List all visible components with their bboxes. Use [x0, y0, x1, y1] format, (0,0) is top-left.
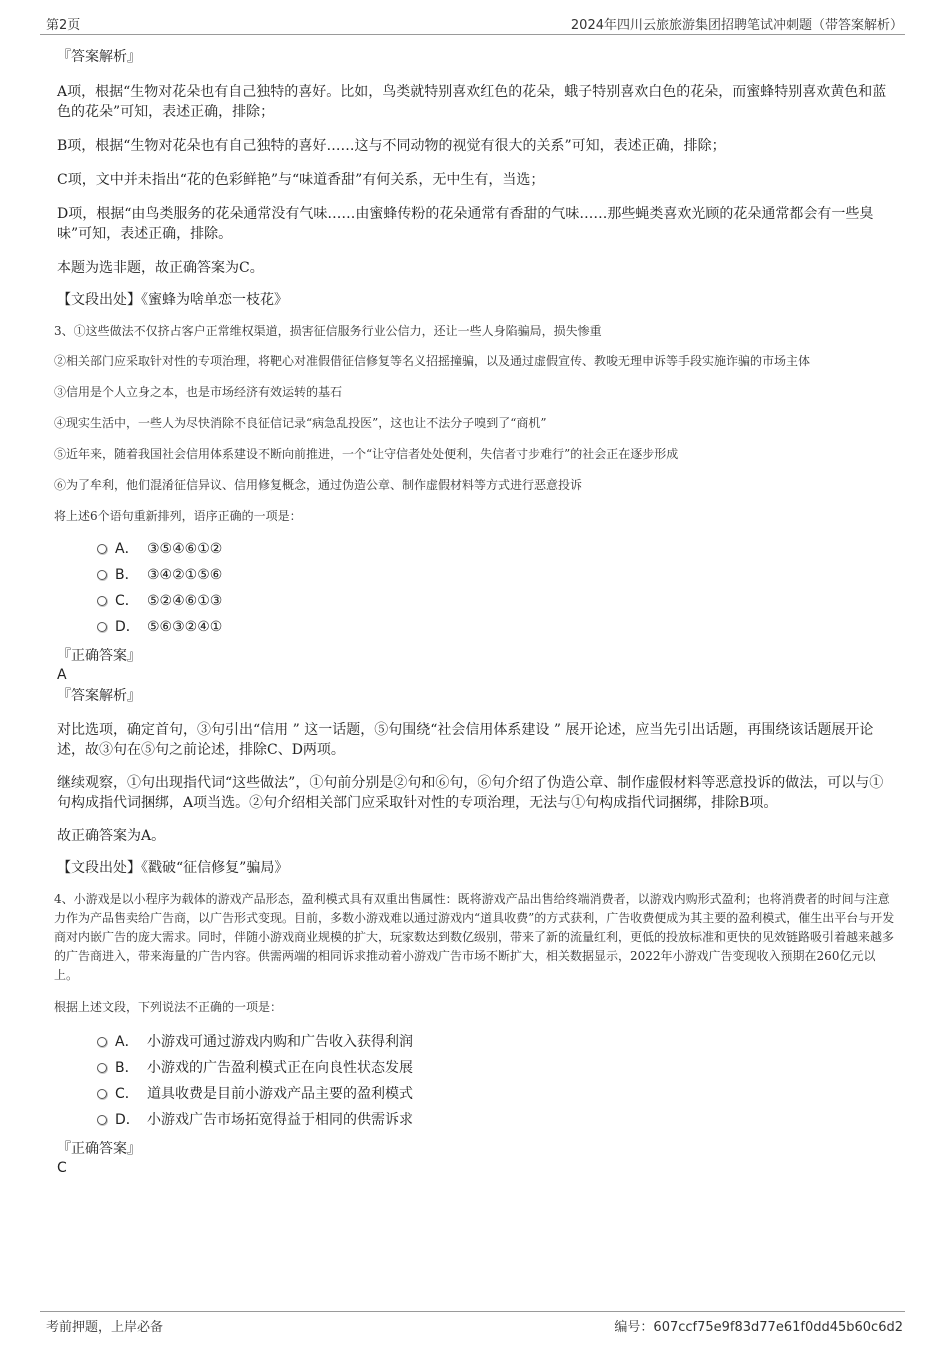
- page-header: [40, 14, 905, 35]
- q3-analysis-label: 『答案解析』: [57, 688, 141, 704]
- q4-option-c[interactable]: C． 道具收费是目前小游戏产品主要的盈利模式: [57, 1081, 895, 1107]
- q3-option-d[interactable]: D． ⑤⑥③②④①: [57, 614, 895, 640]
- document-code: 编号：607ccf75e9f83d77e61f0dd45b60c6d2: [614, 1320, 903, 1335]
- page-footer: [40, 1311, 905, 1336]
- q3-sentence-5: ⑤近年来，随着我国社会信用体系建设不断向前推进，一个“让守信者处处便利，失信者寸步难行”的社会正在逐步形成: [54, 447, 679, 461]
- q4-answer: C: [57, 1160, 67, 1176]
- q4-option-b[interactable]: B． 小游戏的广告盈利模式正在向良性状态发展: [57, 1055, 895, 1081]
- radio-icon[interactable]: [97, 1063, 107, 1073]
- q2-analysis-label: 『答案解析』: [57, 49, 141, 65]
- q4-option-d[interactable]: D． 小游戏广告市场拓宽得益于相同的供需诉求: [57, 1107, 895, 1133]
- q2-analysis-a: A项，根据“生物对花朵也有自己独特的喜好。比如，鸟类就特别喜欢红色的花朵，蛾子特别喜欢白色的花朵，而蜜蜂特别喜欢黄色和蓝色的花朵”可知，表述正确，排除；: [57, 84, 887, 120]
- radio-icon[interactable]: [97, 570, 107, 580]
- q3-answer-label: 『正确答案』: [57, 648, 141, 664]
- radio-icon[interactable]: [97, 544, 107, 554]
- q3-sentence-1: 3、①这些做法不仅挤占客户正常维权渠道，损害征信服务行业公信力，还让一些人身陷骗局，损失惨重: [54, 324, 602, 338]
- footer-slogan: 考前押题，上岸必备: [46, 1320, 164, 1335]
- q3-question: 将上述6个语句重新排列，语序正确的一项是：: [54, 509, 302, 523]
- q2-analysis-b: B项，根据“生物对花朵也有自己独特的喜好……这与不同动物的视觉有很大的关系”可知，表述正确，排除；: [57, 138, 726, 154]
- document-title: 2024年四川云旅旅游集团招聘笔试冲刺题（带答案解析）: [570, 18, 903, 33]
- q3-option-a[interactable]: A． ③⑤④⑥①②: [57, 536, 895, 562]
- page-content: [54, 45, 895, 1177]
- q4-options: [57, 1029, 895, 1133]
- q3-conclusion: 故正确答案为A。: [57, 828, 166, 844]
- radio-icon[interactable]: [97, 1089, 107, 1099]
- q4-answer-label: 『正确答案』: [57, 1141, 141, 1157]
- q2-analysis-d: D项，根据“由鸟类服务的花朵通常没有气味……由蜜蜂传粉的花朵通常有香甜的气味……那些蝇类喜欢光顾的花朵通常都会有一些臭味”可知，表述正确，排除。: [57, 206, 874, 242]
- q3-options: [57, 536, 895, 640]
- radio-icon[interactable]: [97, 1115, 107, 1125]
- q3-sentence-3: ③信用是个人立身之本，也是市场经济有效运转的基石: [54, 385, 343, 399]
- q3-answer: A: [57, 667, 67, 683]
- q3-analysis-2: 继续观察，①句出现指代词“这些做法”，①句前分别是②句和⑥句，⑥句介绍了伪造公章、制作虚假材料等恶意投诉的做法，可以与①句构成指代词捆绑，A项当选。②句介绍相关部门应采取针对性的专项治理，无法与①句构成指代词捆绑，排除B项。: [57, 775, 884, 811]
- q2-source: 【文段出处】《蜜蜂为啥单恋一枝花》: [57, 292, 288, 308]
- q2-conclusion: 本题为选非题，故正确答案为C。: [57, 260, 264, 276]
- q3-analysis-1: 对比选项，确定首句，③句引出“信用 ” 这一话题，⑤句围绕“社会信用体系建设 ” 展开论述，应当先引出话题，再围绕该话题展开论述，故③句在⑤句之前论述，排除C、D两项。: [57, 722, 874, 758]
- q3-option-b[interactable]: B． ③④②①⑤⑥: [57, 562, 895, 588]
- q2-analysis-c: C项，文中并未指出“花的色彩鲜艳”与“味道香甜”有何关系，无中生有，当选；: [57, 172, 545, 188]
- radio-icon[interactable]: [97, 1037, 107, 1047]
- q4-question: 根据上述文段，下列说法不正确的一项是：: [54, 1000, 283, 1014]
- page-number: 第2页: [46, 18, 81, 33]
- q3-option-c[interactable]: C． ⑤②④⑥①③: [57, 588, 895, 614]
- radio-icon[interactable]: [97, 596, 107, 606]
- radio-icon[interactable]: [97, 622, 107, 632]
- q3-sentence-2: ②相关部门应采取针对性的专项治理，将靶心对准假借征信修复等名义招摇撞骗，以及通过虚假宣传、教唆无理申诉等手段实施诈骗的市场主体: [54, 354, 811, 368]
- q3-source: 【文段出处】《戳破“征信修复”骗局》: [57, 860, 289, 876]
- q3-sentence-4: ④现实生活中，一些人为尽快消除不良征信记录“病急乱投医”，这也让不法分子嗅到了“商机”: [54, 416, 547, 430]
- q4-option-a[interactable]: A． 小游戏可通过游戏内购和广告收入获得利润: [57, 1029, 895, 1055]
- q3-sentence-6: ⑥为了牟利，他们混淆征信异议、信用修复概念，通过伪造公章、制作虚假材料等方式进行恶意投诉: [54, 478, 583, 492]
- q4-passage: 4、小游戏是以小程序为载体的游戏产品形态，盈利模式具有双重出售属性：既将游戏产品出售给终端消费者，以游戏内购形式盈利；也将消费者的时间与注意力作为产品售卖给广告商，以广告形式变现。目前，多数小游戏难以通过游戏内“道具收费”的方式获利，广告收费便成为其主要的盈利模式，催生出平台与开发商对内嵌广告的庞大需求。同时，伴随小游戏商业规模的扩大，玩家数达到数亿级别，带来了新的流量红利，更低的投放标准和更快的见效链路吸引着越来越多的广告商进入，带来海量的广告内容。供需两端的相同诉求推动着小游戏广告市场不断扩大，相关数据显示，2022年小游戏广告变现收入预期在260亿元以上。: [54, 892, 895, 982]
